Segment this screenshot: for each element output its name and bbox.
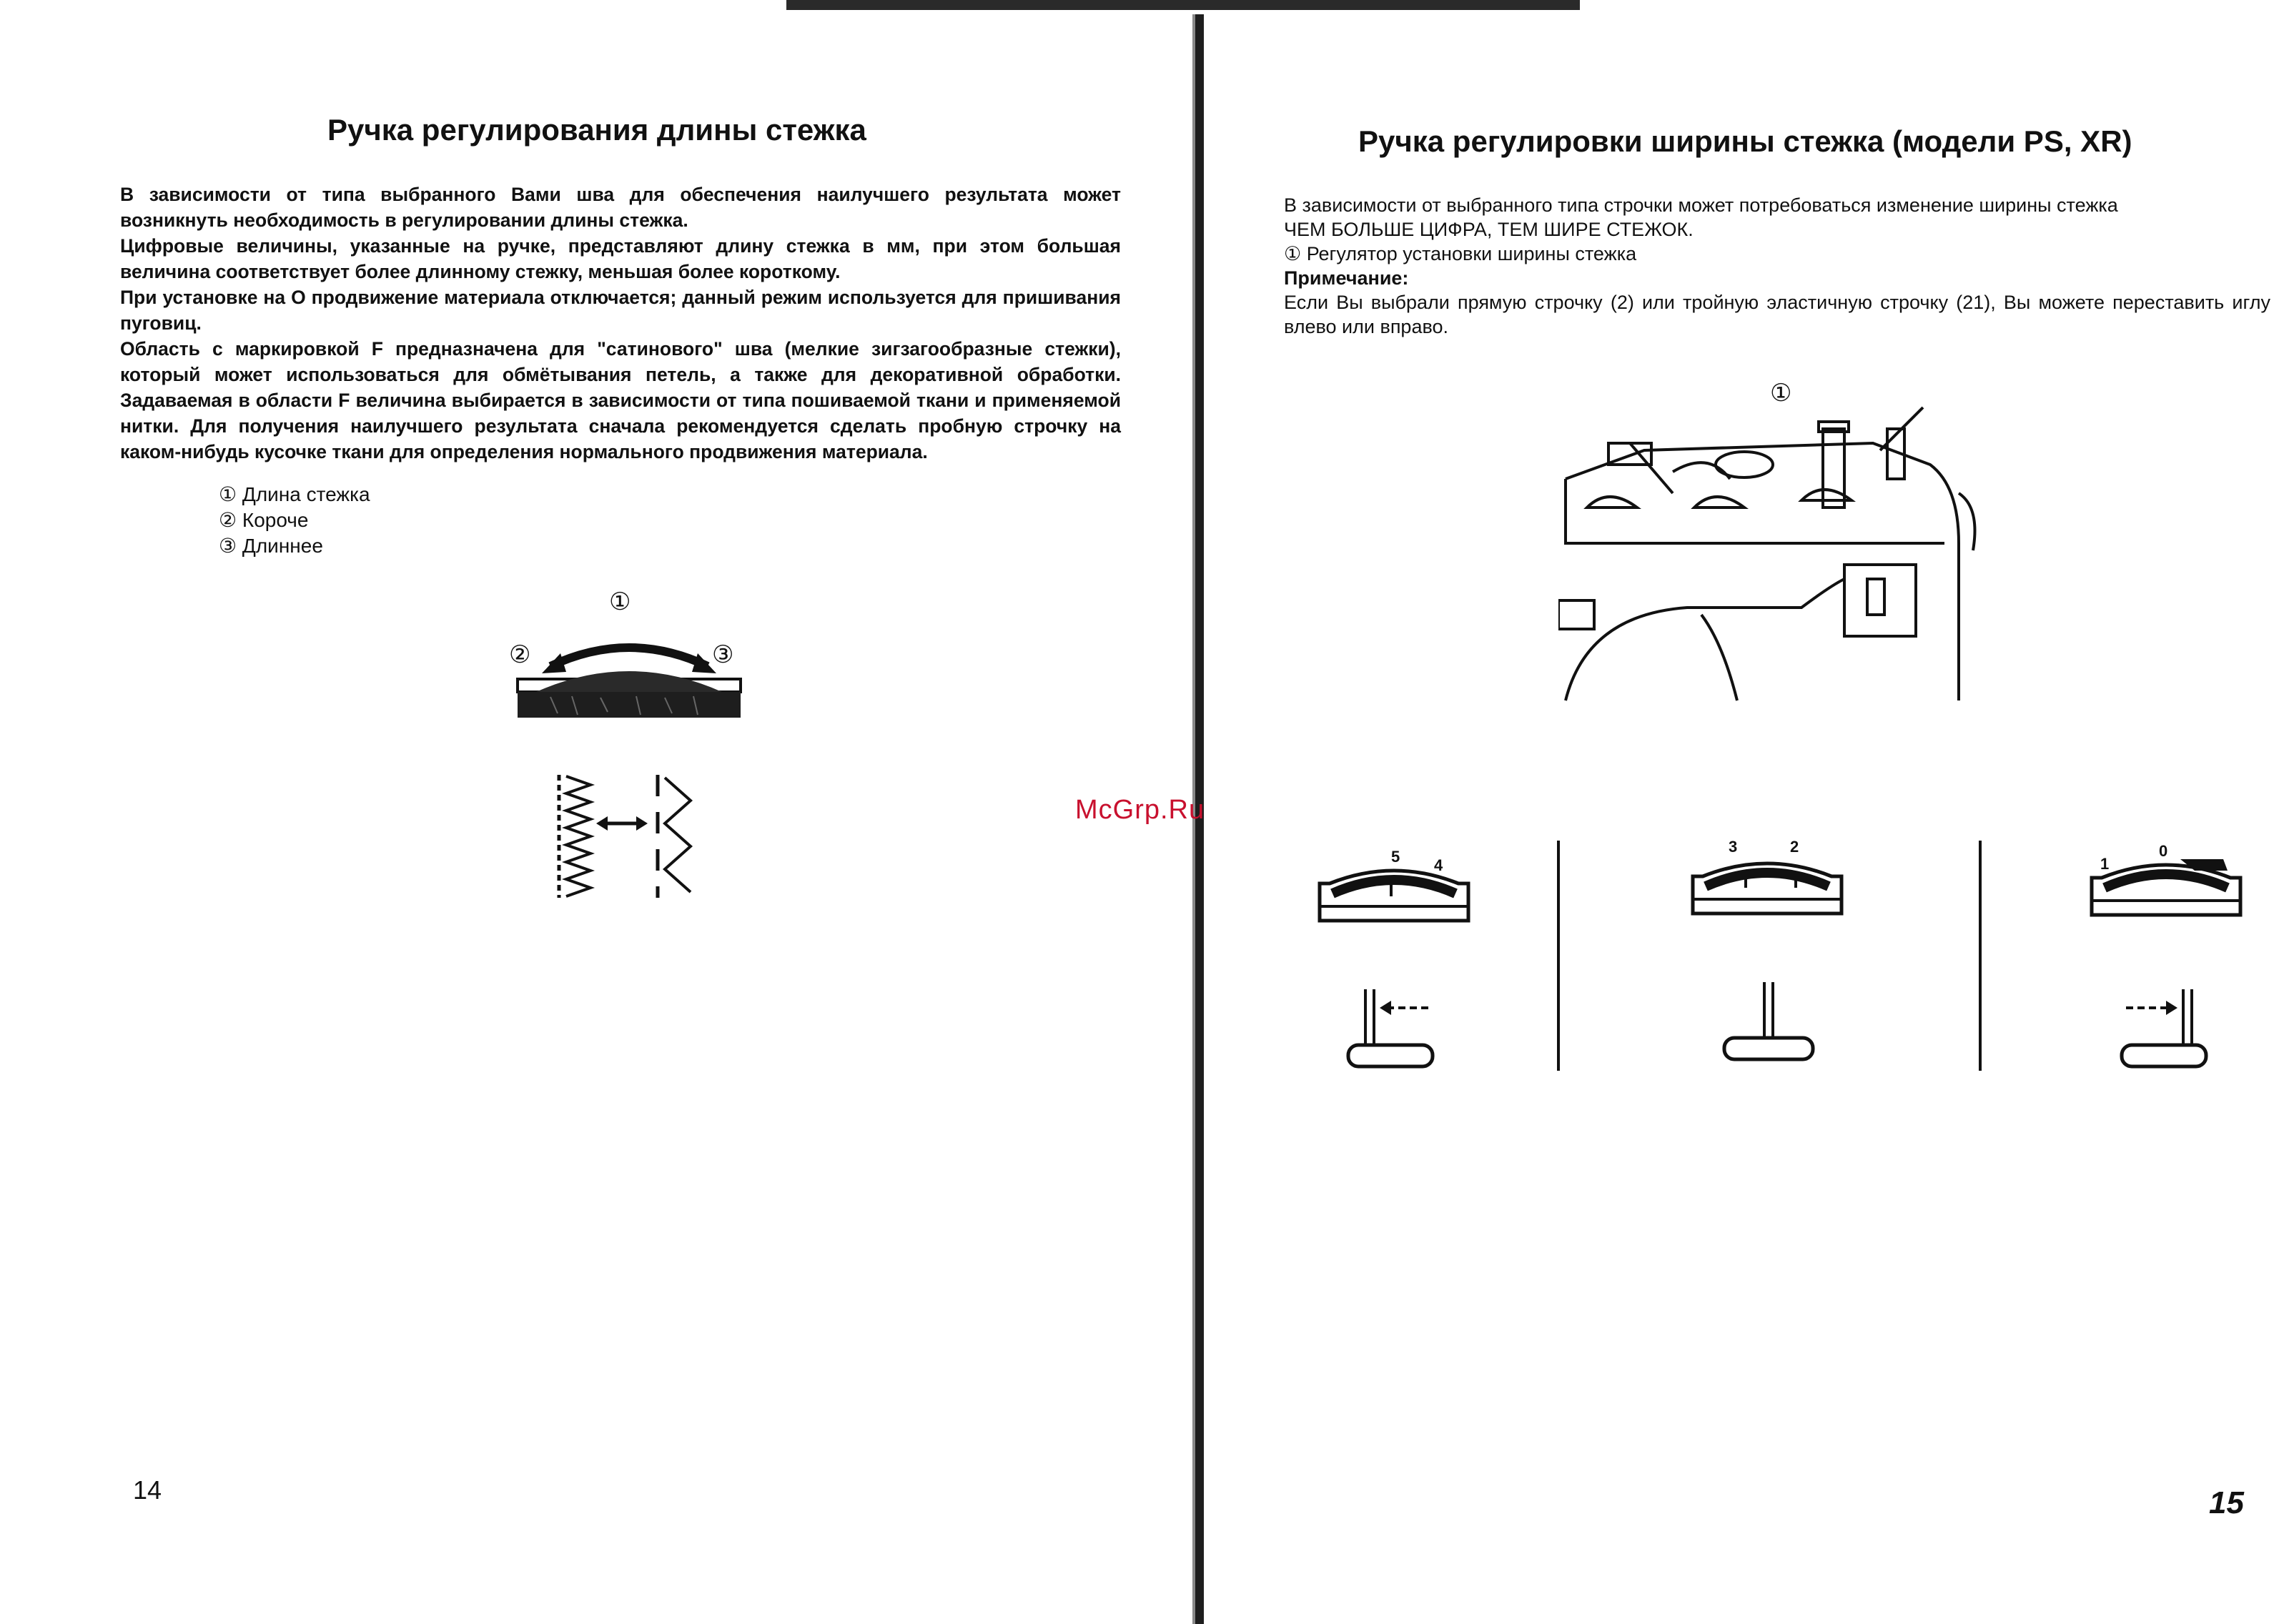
legend-item-length: ① Длина стежка <box>219 483 370 505</box>
callout-3: ③ <box>712 641 734 668</box>
legend-item-shorter: ② Короче <box>219 509 309 531</box>
stitch-zigzag-illustration <box>550 772 715 901</box>
dial-1-label-left: 5 <box>1391 848 1400 866</box>
right-line-1: В зависимости от выбранного типа строчки может потребоваться изменение ширины стежка <box>1284 194 2118 216</box>
needle-left-icon <box>1344 986 1444 1072</box>
paragraph-3: При установке на О продвижение материала отключается; данный режим используется для пришивания пуговиц. <box>120 287 1121 334</box>
dial-knob-icon <box>536 671 722 692</box>
right-page-body <box>1284 193 2270 339</box>
left-legend <box>219 482 370 559</box>
note-label: Примечание: <box>1284 267 1409 289</box>
right-line-2: ЧЕМ БОЛЬШЕ ЦИФРА, ТЕМ ШИРЕ СТЕЖОК. <box>1284 219 1694 240</box>
width-dial-3-icon <box>2087 855 2245 921</box>
width-dial-1-icon <box>1315 862 1473 926</box>
stitch-length-dial-illustration <box>500 608 758 729</box>
dial-3-label-left: 1 <box>2100 855 2110 873</box>
paragraph-2: Цифровые величины, указанные на ручке, представляют длину стежка в мм, при этом большая величина соответствует более длинному стежку, меньшая более короткому. <box>120 235 1121 282</box>
note-text: Если Вы выбрали прямую строчку (2) или тройную эластичную строчку (21), Вы можете переставить иглу влево или вправо. <box>1284 292 2270 337</box>
needle-center-icon <box>1719 979 1819 1065</box>
dial-direction-arrow <box>550 648 708 666</box>
callout-1: ① <box>609 588 631 615</box>
panel-divider-1 <box>1557 841 1560 1071</box>
legend-item-longer: ③ Длиннее <box>219 535 323 557</box>
watermark-text: McGrp.Ru <box>1075 795 1205 825</box>
right-page-number: 15 <box>2209 1485 2244 1520</box>
paragraph-1: В зависимости от типа выбранного Вами шва для обеспечения наилучшего результата может возникнуть необходимость в регулировании длины стежка. <box>120 184 1121 231</box>
left-page-title: Ручка регулирования длины стежка <box>327 113 866 147</box>
scan-top-bar <box>786 0 1580 10</box>
dial-1-label-right: 4 <box>1434 856 1443 874</box>
right-page-title: Ручка регулировки ширины стежка (модели PS, XR) <box>1358 124 2132 158</box>
width-dial-2-icon <box>1689 855 1846 919</box>
needle-right-icon <box>2116 986 2216 1072</box>
paragraph-4: Область с маркировкой F предназначена для "сатинового" шва (мелкие зигзагообразные стежки), который может использоваться для обмётывания петель, а также для декоративной обработки. Задаваемая в области F величина выбирается в зависимости от типа пошиваемой ткани и применяемой нитки. Для получения наилучшего результата сначала рекомендуется сделать пробную строчку на каком-нибудь кусочке ткани для определения нормального продвижения материала. <box>120 338 1121 462</box>
left-page-body <box>120 182 1121 465</box>
sewing-machine-illustration <box>1558 400 1987 715</box>
callout-2: ② <box>509 641 531 668</box>
dial-2-label-left: 3 <box>1729 838 1738 856</box>
dial-3-label-right: 0 <box>2159 842 2168 860</box>
dial-2-label-right: 2 <box>1790 838 1799 856</box>
machine-callout-1: ① <box>1770 380 1792 407</box>
left-page-number: 14 <box>133 1475 162 1505</box>
right-line-3: ① Регулятор установки ширины стежка <box>1284 243 1637 264</box>
panel-divider-2 <box>1979 841 1982 1071</box>
